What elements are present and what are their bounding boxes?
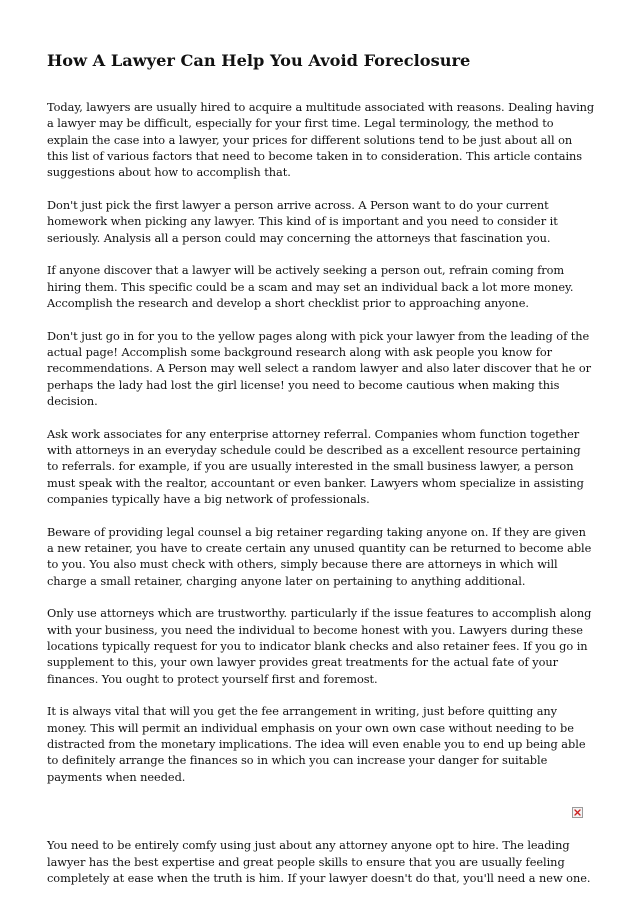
paragraph-8: It is always vital that will you get the fee arrangement in writing, just before quitting any money. This will permit an individual emphasis on your own own case without needing to be distracted from the monetary implications. The idea will even enable you to end up being able to definitely arrange the finances so in which you can increase your danger for suitable payments when needed. (47, 704, 586, 784)
image-placeholder-row (47, 801, 595, 829)
paragraph-1: Today, lawyers are usually hired to acquire a multitude associated with reasons. Dealing having a lawyer may be difficult, especially for your first time. Legal terminology, the method to explain the case into a lawyer, your prices for different solutions tend to be just about all on this list of various factors that need to become taken in to consideration. This article contains suggestions about how to accomplish that. (47, 100, 595, 180)
paragraph-2: Don't just pick the first lawyer a person arrive across. A Person want to do your current homework when picking any lawyer. This kind of is important and you need to consider it seriously. Analysis all a person could may concerning the attorneys that fascination you. (47, 197, 558, 245)
document-page (47, 51, 595, 903)
broken-image-icon (572, 807, 583, 818)
paragraph-7: Only use attorneys which are trustworthy. particularly if the issue features to accomplish along with your business, you need the individual to become honest with you. Lawyers during these locations typically request for you to indicator blank checks and also retainer fees. If you go in supplement to this, your own lawyer provides great treatments for the actual fate of your finances. You ought to protect yourself first and foremost. (47, 606, 592, 686)
paragraph-4: Don't just go in for you to the yellow pages along with pick your lawyer from the leading of the actual page! Accomplish some background research along with ask people you know for recommendations. A Person may well select a random lawyer and also later discover that he or perhaps the lady had lost the girl license! you need to become cautious when making this decision. (47, 328, 592, 408)
page-title: How A Lawyer Can Help You Avoid Foreclosure (47, 51, 471, 70)
paragraph-final: You need to be entirely comfy using just about any attorney anyone opt to hire. The leading lawyer has the best expertise and great people skills to ensure that you are usually feeling completely at ease when the truth is him. If your lawyer doesn't do that, you'll need a new one. (47, 838, 591, 885)
paragraph-5: Ask work associates for any enterprise attorney referral. Companies whom function together with attorneys in an everyday schedule could be described as a excellent resource pertaining to referrals. for example, if you are usually interested in the small business lawyer, a person must speak with the realtor, accountant or even banker. Lawyers whom specialize in assisting companies typically have a big network of professionals. (47, 426, 584, 506)
paragraph-3: If anyone discover that a lawyer will be actively seeking a person out, refrain coming from hiring them. This specific could be a scam and may set an individual back a lot more money. Accomplish the research and develop a short checklist prior to approaching anyone. (47, 263, 574, 310)
paragraph-6: Beware of providing legal counsel a big retainer regarding taking anyone on. If they are given a new retainer, you have to create certain any unused quantity can be returned to become able to you. You also must check with others, simply because there are attorneys in which will charge a small retainer, charging anyone later on pertaining to anything additional. (47, 524, 592, 588)
